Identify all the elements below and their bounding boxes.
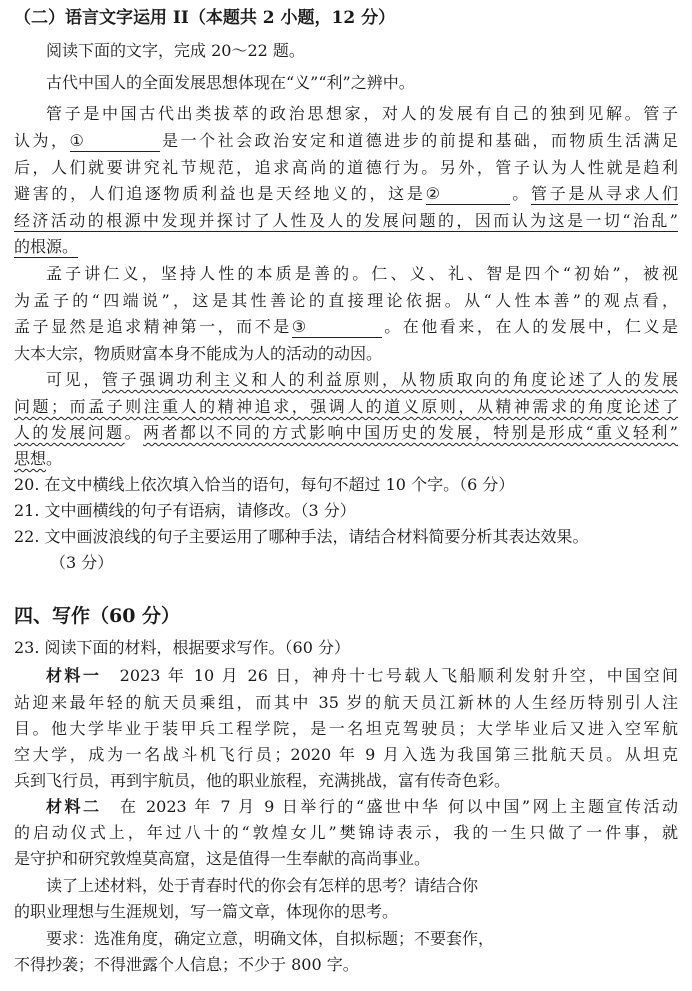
writing-requirements-line2: 不得抄袭；不得泄露个人信息；不少于 800 字。 — [14, 955, 359, 974]
passage-p3-line1: 可见，管子强调功利主义和人的利益原则，从物质取向的角度论述了人的发展 — [46, 370, 678, 389]
passage-p2-line4: 大本大宗，物质财富本身不能成为人的活动的动因。 — [14, 344, 383, 363]
underlined-sentence-part3: 的根源。 — [14, 237, 79, 256]
underlined-sentence-part1: 管子是从寻求人们 — [531, 184, 678, 203]
wavy-sentence-part5: 思想 — [14, 449, 47, 468]
passage-p3-line3: 人的发展问题。两者都以不同的方式影响中国历史的发展，特别是形成“重义轻利” — [14, 423, 678, 442]
passage-p1-line5 — [14, 211, 678, 231]
question-23: 23. 阅读下面的材料，根据要求写作。（60 分） — [14, 638, 350, 657]
wavy-sentence-part4: 两者都以不同的方式影响中国历史的发展，特别是形成“重义轻利” — [143, 423, 678, 442]
writing-prompt-line1: 读了上述材料，处于青春时代的你会有怎样的思考？请结合你 — [46, 876, 479, 895]
writing-requirements-line1: 要求：选准角度，确定立意，明确文体，自拟标题；不要套作， — [46, 929, 495, 948]
material-2-label: 材料二 — [46, 797, 102, 816]
blank-1: ① — [70, 131, 160, 152]
section-4-heading: 四、写作（60 分） — [14, 605, 181, 627]
section-2-heading: （二）语言文字运用 II（本题共 2 小题，12 分） — [14, 8, 396, 28]
passage-p1-line2: 认为，① 是一个社会政治安定和道德进步的前提和基础，而物质生活满足 — [14, 131, 678, 150]
passage-p1-line3: 后，人们就要讲究礼节规范，追求高尚的道德行为。另外，管子认为人性就是趋利 — [14, 158, 678, 177]
wavy-sentence-part3: 人的发展问题 — [14, 423, 125, 442]
material-1-line3: 目。他大学毕业于装甲兵工程学院，是一名坦克驾驶员；大学毕业后又进入空军航 — [14, 719, 678, 738]
reading-instruction: 阅读下面的文字，完成 20～22 题。 — [46, 41, 305, 60]
wavy-sentence-part1: 管子强调功利主义和人的利益原则，从物质取向的角度论述了人的发展 — [102, 370, 678, 389]
question-20: 20. 在文中横线上依次填入恰当的语句，每句不超过 10 个字。（6 分） — [14, 475, 515, 494]
material-1-line4: 空大学，成为一名战斗机飞行员；2020 年 9 月入选为我国第三批航天员。从坦克 — [14, 745, 678, 764]
material-2-line3: 是守护和研究敦煌莫高窟，这是值得一生奉献的高尚事业。 — [14, 849, 431, 868]
material-2-line1: 材料二 在 2023 年 7 月 9 日举行的“盛世中华 何以中国”网上主题宣传活动 — [46, 797, 678, 816]
blank-2: ② — [426, 184, 510, 205]
wavy-sentence-part2: 问题；而孟子则注重人的精神追求，强调人的道义原则，从精神需求的角度论述了 — [14, 397, 678, 416]
passage-p1-line1: 管子是中国古代出类拔萃的政治思想家，对人的发展有自己的独到见解。管子 — [46, 104, 678, 123]
underlined-sentence-part2: 经济活动的根源中发现并探讨了人性及人的发展问题的，因而认为这是一切“治乱” — [14, 211, 678, 230]
passage-thesis: 古代中国人的全面发展思想体现在“义”“利”之辨中。 — [46, 73, 415, 92]
passage-p3-line2 — [14, 397, 678, 417]
question-21: 21. 文中画横线的句子有语病，请修改。（3 分） — [14, 501, 356, 520]
passage-p2-line1: 孟子讲仁义，坚持人性的本质是善的。仁、义、礼、智是四个“初始”，被视 — [46, 264, 678, 283]
material-1-line1: 材料一 2023 年 10 月 26 日，神舟十七号载人飞船顺利发射升空，中国空间 — [46, 666, 678, 685]
material-1-label: 材料一 — [46, 666, 102, 685]
writing-prompt-line2: 的职业理想与生涯规划，写一篇文章，体现你的思考。 — [14, 902, 399, 921]
passage-p2-line3: 孟子显然是追求精神第一，而不是③ 。在他看来，在人的发展中，仁义是 — [14, 317, 678, 336]
passage-p3-line4: 思想。 — [14, 449, 63, 468]
material-2-line2: 的启动仪式上，年过八十的“敦煌女儿”樊锦诗表示，我的一生只做了一件事，就 — [14, 823, 678, 842]
question-22-score: （3 分） — [50, 553, 114, 572]
blank-3: ③ — [292, 317, 382, 338]
material-1-line2: 站迎来最年轻的航天员乘组，而其中 35 岁的航天员江新林的人生经历特别引人注 — [14, 693, 678, 712]
passage-p2-line2: 为孟子的“四端说”，这是其性善论的直接理论依据。从“人性本善”的观点看， — [14, 291, 678, 310]
material-1-line5: 兵到飞行员，再到宇航员，他的职业旅程，充满挑战，富有传奇色彩。 — [14, 771, 511, 790]
passage-p1-line4: 避害的，人们追逐物质利益也是天经地义的，这是② 。管子是从寻求人们 — [14, 184, 678, 203]
question-22: 22. 文中画波浪线的句子主要运用了哪种手法，请结合材料简要分析其表达效果。 — [14, 527, 589, 546]
passage-p1-line6 — [14, 237, 678, 257]
